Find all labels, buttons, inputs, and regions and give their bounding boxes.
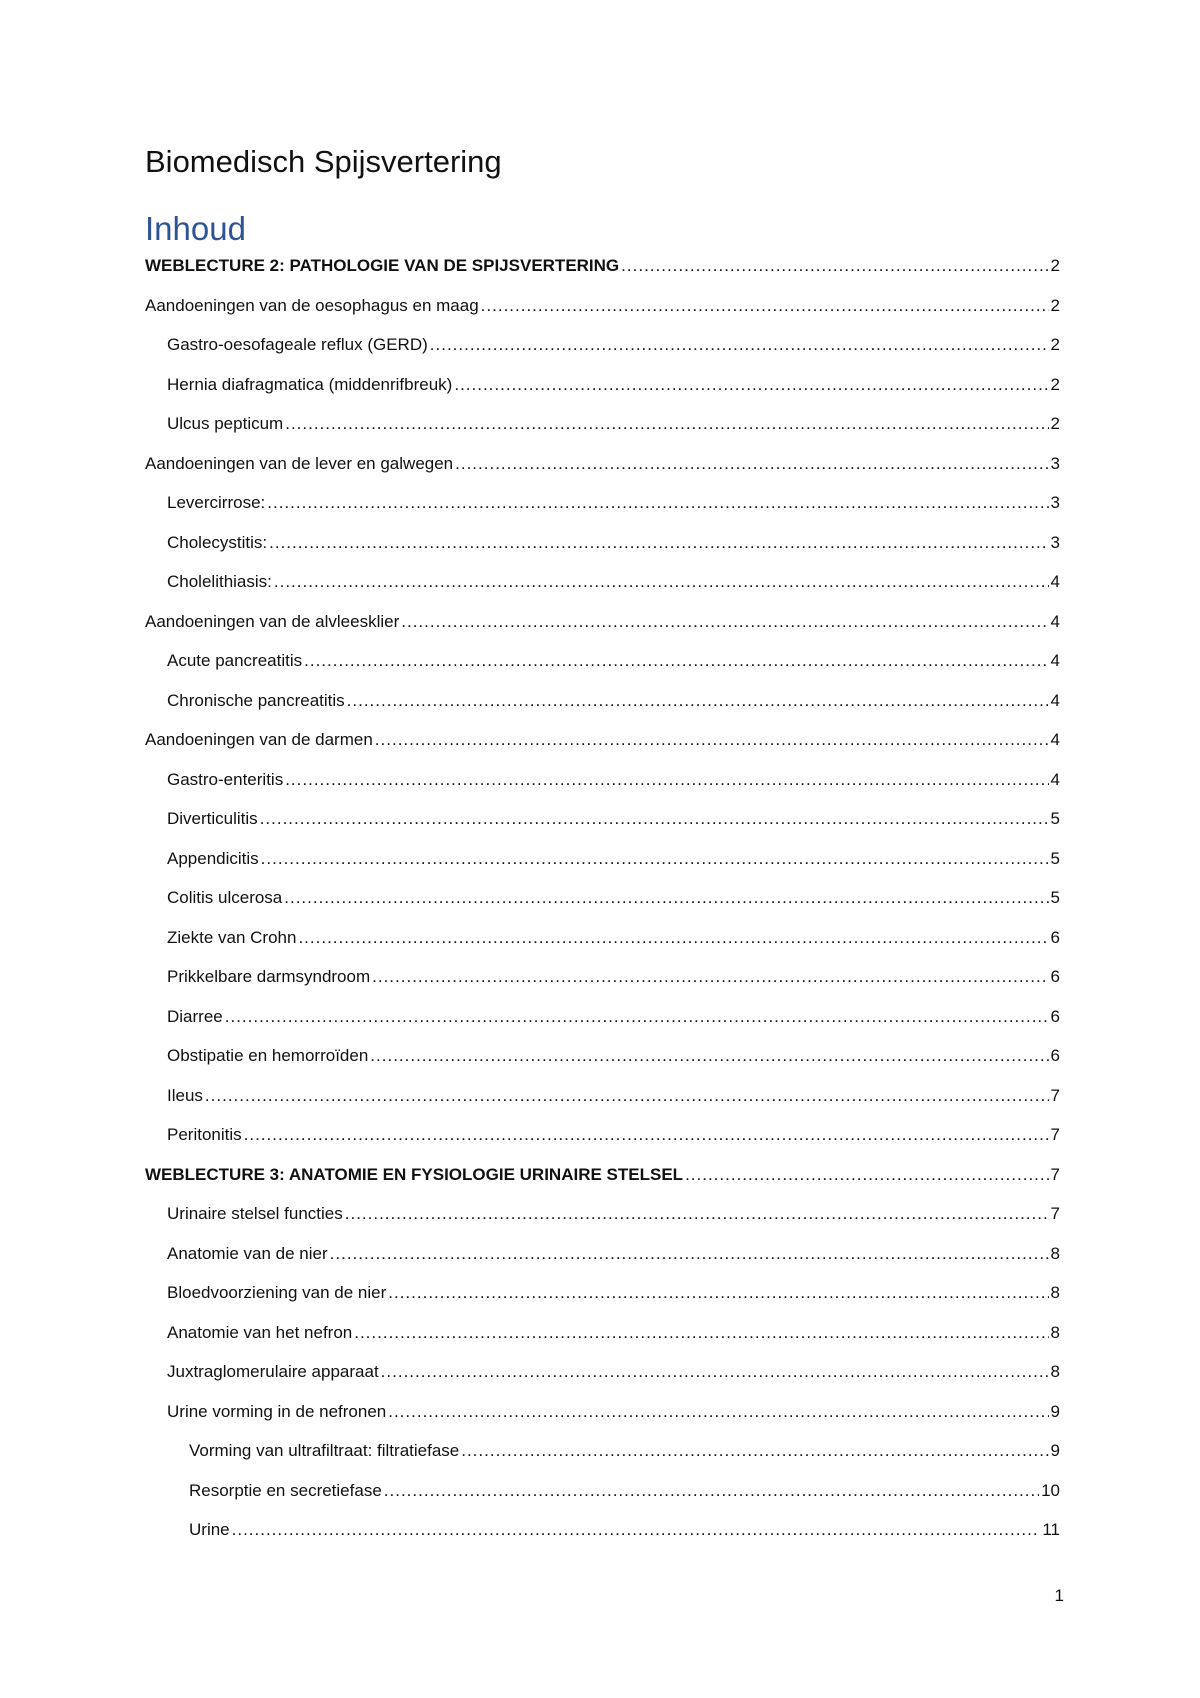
toc-entry[interactable] bbox=[145, 927, 1060, 967]
toc-entry-label: Cholelithiasis: bbox=[167, 572, 272, 591]
toc-dot-leader bbox=[330, 1243, 1049, 1265]
toc-entry-page: 3 bbox=[1050, 493, 1060, 512]
toc-dot-leader bbox=[384, 1480, 1039, 1502]
toc-entry-label: Aandoeningen van de alvleesklier bbox=[145, 611, 400, 631]
toc-entry-label: Anatomie van het nefron bbox=[167, 1322, 353, 1342]
toc-entry-label: Aandoeningen van de darmen bbox=[145, 730, 373, 749]
toc-dot-leader bbox=[260, 808, 1049, 830]
toc-dot-leader bbox=[461, 1440, 1048, 1462]
toc-dot-leader bbox=[388, 1282, 1048, 1304]
toc-entry[interactable] bbox=[145, 887, 1060, 927]
toc-entry-page: 7 bbox=[1050, 1204, 1060, 1223]
toc-entry-page: 7 bbox=[1050, 1125, 1060, 1144]
toc-dot-leader bbox=[381, 1361, 1049, 1383]
toc-dot-leader bbox=[430, 334, 1049, 356]
toc-entry-page: 6 bbox=[1050, 967, 1060, 986]
toc-entry-page: 5 bbox=[1050, 809, 1060, 828]
toc-entry-label: Colitis ulcerosa bbox=[167, 888, 283, 907]
toc-entry-label: WEBLECTURE 2: PATHOLOGIE VAN DE SPIJSVERTERING bbox=[145, 256, 620, 275]
toc-entry-label: Ziekte van Crohn bbox=[167, 927, 297, 947]
toc-dot-leader bbox=[274, 571, 1049, 593]
toc-entry-page: 2 bbox=[1050, 374, 1060, 394]
toc-entry-label: Diarree bbox=[167, 1006, 223, 1026]
toc-dot-leader bbox=[347, 690, 1049, 712]
toc-entry-label: Hernia diafragmatica (middenrifbreuk) bbox=[167, 374, 453, 394]
toc-entry-label: Ulcus pepticum bbox=[167, 414, 284, 433]
toc-entry-label: Ileus bbox=[167, 1085, 203, 1105]
toc-entry[interactable] bbox=[145, 1480, 1060, 1520]
toc-entry-page: 2 bbox=[1050, 295, 1060, 315]
toc-entry[interactable] bbox=[145, 729, 1060, 769]
toc-entry[interactable] bbox=[145, 255, 1060, 295]
toc-entry-label: Chronische pancreatitis bbox=[167, 690, 345, 710]
toc-entry-label: Diverticulitis bbox=[167, 809, 258, 828]
toc-entry-page: 2 bbox=[1050, 256, 1060, 275]
toc-entry[interactable] bbox=[145, 1045, 1060, 1085]
toc-entry[interactable] bbox=[145, 1085, 1060, 1125]
toc-entry-page: 2 bbox=[1050, 414, 1060, 433]
toc-entry-page: 8 bbox=[1050, 1322, 1060, 1342]
toc-entry[interactable] bbox=[145, 808, 1060, 848]
toc-entry-label: Cholecystitis: bbox=[167, 532, 268, 552]
page-number: 1 bbox=[1054, 1586, 1064, 1605]
toc-entry[interactable] bbox=[145, 1361, 1060, 1401]
toc-dot-leader bbox=[401, 611, 1048, 633]
toc-entry-page: 6 bbox=[1050, 1006, 1060, 1026]
toc-dot-leader bbox=[685, 1164, 1048, 1186]
toc-entry[interactable] bbox=[145, 848, 1060, 888]
toc-dot-leader bbox=[372, 966, 1048, 988]
toc-entry-label: WEBLECTURE 3: ANATOMIE EN FYSIOLOGIE URINAIRE STELSEL bbox=[145, 1164, 684, 1184]
toc-entry[interactable] bbox=[145, 295, 1060, 335]
toc-entry-page: 8 bbox=[1050, 1362, 1060, 1381]
toc-dot-leader bbox=[232, 1519, 1041, 1541]
toc-entry-page: 11 bbox=[1042, 1520, 1060, 1539]
document-title: Biomedisch Spijsvertering bbox=[145, 144, 502, 179]
toc-entry[interactable] bbox=[145, 532, 1060, 572]
toc-entry-page: 5 bbox=[1050, 848, 1060, 868]
toc-dot-leader bbox=[375, 729, 1049, 751]
toc-entry-page: 4 bbox=[1050, 572, 1060, 591]
toc-dot-leader bbox=[244, 1124, 1049, 1146]
toc-entry-label: Aandoeningen van de oesophagus en maag bbox=[145, 295, 479, 315]
toc-entry-page: 3 bbox=[1050, 453, 1060, 473]
toc-entry-page: 8 bbox=[1050, 1283, 1060, 1302]
toc-entry[interactable] bbox=[145, 492, 1060, 532]
toc-dot-leader bbox=[455, 453, 1048, 475]
toc-entry-page: 5 bbox=[1050, 888, 1060, 907]
toc-entry-page: 4 bbox=[1050, 690, 1060, 710]
toc-dot-leader bbox=[370, 1045, 1048, 1067]
toc-dot-leader bbox=[621, 255, 1048, 277]
toc-entry-label: Gastro-enteritis bbox=[167, 769, 284, 789]
toc-entry-label: Appendicitis bbox=[167, 848, 259, 868]
toc-entry[interactable] bbox=[145, 1124, 1060, 1164]
toc-entry-page: 9 bbox=[1050, 1441, 1060, 1460]
toc-entry-page: 6 bbox=[1050, 1046, 1060, 1065]
toc-entry-page: 9 bbox=[1050, 1401, 1060, 1421]
toc-entry[interactable] bbox=[145, 1322, 1060, 1362]
toc-entry-label: Urine vorming in de nefronen bbox=[167, 1401, 387, 1421]
toc-entry-page: 3 bbox=[1050, 532, 1060, 552]
toc-entry-label: Juxtraglomerulaire apparaat bbox=[167, 1362, 379, 1381]
toc-entry-label: Anatomie van de nier bbox=[167, 1243, 328, 1263]
table-of-contents bbox=[145, 255, 1060, 1559]
toc-entry-label: Vorming van ultrafiltraat: filtratiefase bbox=[189, 1441, 460, 1460]
toc-entry-label: Bloedvoorziening van de nier bbox=[167, 1283, 387, 1302]
toc-entry-label: Resorptie en secretiefase bbox=[189, 1480, 382, 1500]
toc-entry[interactable] bbox=[145, 690, 1060, 730]
toc-dot-leader bbox=[205, 1085, 1049, 1107]
toc-entry[interactable] bbox=[145, 769, 1060, 809]
toc-entry-label: Peritonitis bbox=[167, 1125, 242, 1144]
toc-entry[interactable] bbox=[145, 650, 1060, 690]
toc-entry-page: 8 bbox=[1050, 1243, 1060, 1263]
toc-entry[interactable] bbox=[145, 1519, 1060, 1559]
toc-dot-leader bbox=[261, 848, 1049, 870]
toc-entry-label: Obstipatie en hemorroïden bbox=[167, 1046, 369, 1065]
toc-entry[interactable] bbox=[145, 611, 1060, 651]
toc-entry[interactable] bbox=[145, 1243, 1060, 1283]
toc-dot-leader bbox=[454, 374, 1048, 396]
toc-dot-leader bbox=[269, 532, 1048, 554]
toc-dot-leader bbox=[285, 769, 1048, 791]
toc-entry-page: 4 bbox=[1050, 651, 1060, 670]
toc-entry[interactable] bbox=[145, 1440, 1060, 1480]
toc-entry[interactable] bbox=[145, 334, 1060, 374]
toc-entry[interactable] bbox=[145, 1164, 1060, 1204]
toc-heading: Inhoud bbox=[145, 210, 246, 247]
toc-entry[interactable] bbox=[145, 453, 1060, 493]
toc-entry[interactable] bbox=[145, 571, 1060, 611]
toc-entry-label: Urine bbox=[189, 1520, 230, 1539]
toc-entry-page: 7 bbox=[1050, 1164, 1060, 1184]
toc-dot-leader bbox=[345, 1203, 1049, 1225]
toc-entry-page: 4 bbox=[1050, 730, 1060, 749]
toc-dot-leader bbox=[354, 1322, 1048, 1344]
toc-dot-leader bbox=[267, 492, 1048, 514]
toc-entry-label: Acute pancreatitis bbox=[167, 651, 303, 670]
toc-entry-page: 4 bbox=[1050, 769, 1060, 789]
toc-entry[interactable] bbox=[145, 1006, 1060, 1046]
toc-entry-page: 2 bbox=[1050, 335, 1060, 354]
toc-entry-page: 6 bbox=[1050, 927, 1060, 947]
toc-entry-label: Levercirrose: bbox=[167, 493, 266, 512]
toc-entry-label: Gastro-oesofageale reflux (GERD) bbox=[167, 335, 428, 354]
toc-dot-leader bbox=[388, 1401, 1048, 1423]
toc-entry[interactable] bbox=[145, 413, 1060, 453]
toc-dot-leader bbox=[298, 927, 1048, 949]
toc-dot-leader bbox=[304, 650, 1048, 672]
toc-entry[interactable] bbox=[145, 1401, 1060, 1441]
toc-dot-leader bbox=[285, 413, 1048, 435]
toc-entry-page: 7 bbox=[1050, 1085, 1060, 1105]
toc-entry[interactable] bbox=[145, 1203, 1060, 1243]
toc-dot-leader bbox=[284, 887, 1048, 909]
toc-entry-page: 4 bbox=[1050, 611, 1060, 631]
toc-entry[interactable] bbox=[145, 966, 1060, 1006]
toc-dot-leader bbox=[225, 1006, 1049, 1028]
toc-entry-label: Urinaire stelsel functies bbox=[167, 1204, 343, 1223]
toc-entry-label: Aandoeningen van de lever en galwegen bbox=[145, 453, 454, 473]
toc-entry[interactable] bbox=[145, 1282, 1060, 1322]
toc-entry-page: 10 bbox=[1041, 1480, 1060, 1500]
toc-entry-label: Prikkelbare darmsyndroom bbox=[167, 967, 371, 986]
toc-dot-leader bbox=[481, 295, 1049, 317]
toc-entry[interactable] bbox=[145, 374, 1060, 414]
